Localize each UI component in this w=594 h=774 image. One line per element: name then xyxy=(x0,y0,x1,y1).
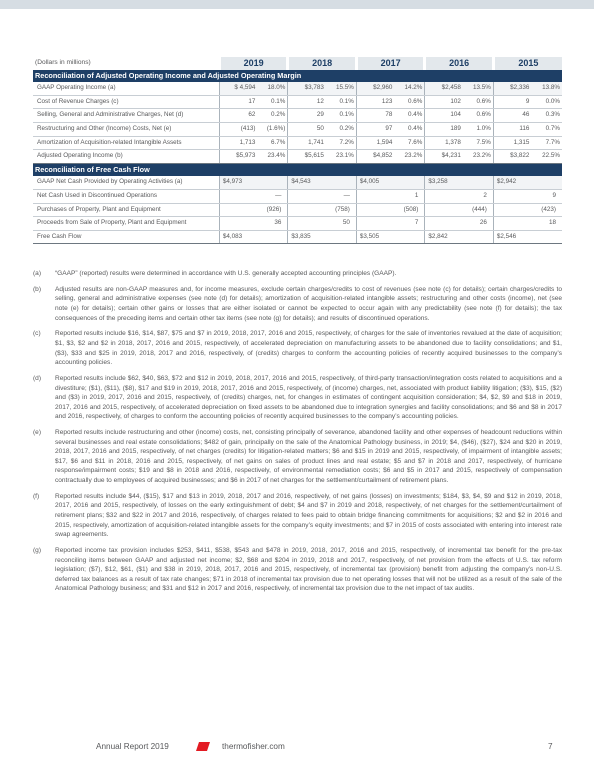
row-label: Net Cash Used in Discontinued Operations xyxy=(33,189,219,203)
percent-cell: 6.7% xyxy=(257,136,287,150)
amount-cell: $ 4,594 xyxy=(219,82,257,95)
page-footer xyxy=(0,740,594,754)
amount-cell: 97 xyxy=(356,122,394,136)
percent-cell: 13.5% xyxy=(463,82,493,95)
percent-cell: 18.0% xyxy=(257,82,287,95)
percent-cell: 15.5% xyxy=(326,82,356,95)
table-row xyxy=(33,95,562,109)
table-row xyxy=(33,189,562,203)
amount-cell: $3,783 xyxy=(288,82,326,95)
amount-cell: (926) xyxy=(219,203,288,217)
total-row-free-cash-flow xyxy=(33,230,562,244)
footnote-text: Adjusted results are non-GAAP measures and, for income measures, exclude certain charges/credits to cost of revenues (see note (c) for details); certain charges/credits to selling, general and administrative expenses (see note (d) for details); amortization of acquisition-related intangible assets; restructuring and other costs (income), net (see note (e) for details); certain other gains or losses that are either isolated or cannot be expected to occur again with any predictability (see note (f) for details); the tax consequences of the preceding items and certain other tax items (see note (g) for details); and results of discontinued operations. xyxy=(55,285,562,322)
section-title: Reconciliation of Free Cash Flow xyxy=(33,163,562,176)
amount-cell: 1,741 xyxy=(288,136,326,150)
amount-cell: 29 xyxy=(288,109,326,123)
amount-cell: $3,258 xyxy=(425,176,494,189)
percent-cell: 7.5% xyxy=(463,136,493,150)
percent-cell: 7.6% xyxy=(394,136,424,150)
amount-cell: $2,546 xyxy=(493,230,562,244)
percent-cell: 0.4% xyxy=(394,109,424,123)
financial-table xyxy=(33,57,562,244)
percent-cell: 0.6% xyxy=(394,95,424,109)
amount-cell: 189 xyxy=(425,122,463,136)
footnote-letter: (b) xyxy=(33,285,42,293)
row-label: Proceeds from Sale of Property, Plant and Equipment xyxy=(33,217,219,231)
amount-cell: $4,543 xyxy=(288,176,357,189)
footnote xyxy=(33,492,562,540)
row-label: Restructuring and Other (Income) Costs, Net (e) xyxy=(33,122,219,136)
amount-cell: 46 xyxy=(493,109,531,123)
amount-cell: 7 xyxy=(356,217,425,231)
amount-cell: $2,842 xyxy=(425,230,494,244)
row-label: Selling, General and Administrative Charges, Net (d) xyxy=(33,109,219,123)
amount-cell: (758) xyxy=(288,203,357,217)
amount-cell: 9 xyxy=(493,95,531,109)
section-title: Reconciliation of Adjusted Operating Income and Adjusted Operating Margin xyxy=(33,70,562,83)
amount-cell: (508) xyxy=(356,203,425,217)
amount-cell: 1,378 xyxy=(425,136,463,150)
row-label: Free Cash Flow xyxy=(33,230,219,244)
year-header: 2015 xyxy=(493,57,562,70)
amount-cell: $2,458 xyxy=(425,82,463,95)
year-header-row xyxy=(33,57,562,70)
amount-cell: (444) xyxy=(425,203,494,217)
top-bar xyxy=(0,0,594,9)
percent-cell: 13.8% xyxy=(531,82,562,95)
percent-cell: 1.0% xyxy=(463,122,493,136)
footnote-letter: (a) xyxy=(33,270,42,277)
footnote xyxy=(33,546,562,594)
footnote xyxy=(33,285,562,323)
percent-cell: 23.2% xyxy=(394,150,424,164)
table-row xyxy=(33,136,562,150)
footnote xyxy=(33,269,562,279)
amount-cell: $3,835 xyxy=(288,230,357,244)
amount-cell: 9 xyxy=(493,189,562,203)
amount-cell: 17 xyxy=(219,95,257,109)
amount-cell: 36 xyxy=(219,217,288,231)
percent-cell: 0.1% xyxy=(326,109,356,123)
footnote-text: Reported results include $16, $14, $87, $75 and $7 in 2019, 2018, 2017, 2016 and 2015, respectively, of charges for the sale of inventories revalued at the date of acquisition; $1, $3, $2 and $2 in 2018, 2017, 2016 and 2015, respectively, of accelerated depreciation on manufacturing assets to be abandoned due to facility consolidations; and $1, ($3), $33 and $25 in 2019, 2018, 2017 and 2016, respectively, of (credits) charges to conform the accounting policies of recently acquired businesses to the company’s accounting policies. xyxy=(55,330,562,367)
percent-cell: 0.7% xyxy=(531,122,562,136)
footnote-letter: (e) xyxy=(33,429,42,437)
table-row xyxy=(33,122,562,136)
section-header-free-cash-flow xyxy=(33,163,562,176)
amount-cell: $5,973 xyxy=(219,150,257,164)
table-row xyxy=(33,176,562,189)
amount-cell: 116 xyxy=(493,122,531,136)
percent-cell: 0.6% xyxy=(463,95,493,109)
website-link[interactable]: thermofisher.com xyxy=(222,742,285,751)
amount-cell: $4,083 xyxy=(219,230,288,244)
row-label: Amortization of Acquisition-related Intangible Assets xyxy=(33,136,219,150)
year-header: 2019 xyxy=(219,57,288,70)
amount-cell: 104 xyxy=(425,109,463,123)
footnote-text: “GAAP” (reported) results were determined in accordance with U.S. generally accepted accounting principles (GAAP). xyxy=(55,270,397,277)
amount-cell: 1,315 xyxy=(493,136,531,150)
year-header: 2016 xyxy=(425,57,494,70)
amount-cell: 102 xyxy=(425,95,463,109)
amount-cell: 50 xyxy=(288,122,326,136)
footnote xyxy=(33,428,562,486)
row-label: Purchases of Property, Plant and Equipment xyxy=(33,203,219,217)
percent-cell: 0.3% xyxy=(531,109,562,123)
amount-cell: 62 xyxy=(219,109,257,123)
footnote-text: Reported results include $62, $40, $63, $72 and $12 in 2019, 2018, 2017, 2016 and 2015, respectively, of third-party transaction/integration costs related to acquisitions and a divestiture; ($1), ($11), ($8), $17 and $19 in 2019, 2018, 2017, 2016 and 2015, respectively, of (income) charges, net, associated with product liability litigation; ($3), $15, ($2) and ($3) in 2019, 2017, 2016 and 2015, respectively, of (credits) charges, net, for changes in estimates of contingent acquisition consideration; $4, $2, $9 and $18 in 2019, 2017, 2016 and 2015, respectively, of accelerated depreciation on fixed assets to be abandoned due to integration synergies and facility consolidations; and $6 and $8 in 2017 and 2016, respectively, of charges to conform the accounting policies of recently acquired businesses to the company’s accounting policies. xyxy=(55,374,562,421)
percent-cell: 0.0% xyxy=(531,95,562,109)
amount-cell: $5,615 xyxy=(288,150,326,164)
percent-cell: 0.2% xyxy=(326,122,356,136)
percent-cell: 0.1% xyxy=(326,95,356,109)
footnote-letter: (g) xyxy=(33,546,42,554)
row-label: Cost of Revenue Charges (c) xyxy=(33,95,219,109)
percent-cell: (1.6%) xyxy=(257,122,287,136)
table-row xyxy=(33,82,562,95)
amount-cell: $2,336 xyxy=(493,82,531,95)
amount-cell: 1,594 xyxy=(356,136,394,150)
units-label: (Dollars in millions) xyxy=(35,59,91,66)
percent-cell: 14.2% xyxy=(394,82,424,95)
footnote-letter: (c) xyxy=(33,330,41,338)
amount-cell: 18 xyxy=(493,217,562,231)
percent-cell: 23.1% xyxy=(326,150,356,164)
percent-cell: 23.2% xyxy=(463,150,493,164)
amount-cell: 26 xyxy=(425,217,494,231)
footnote xyxy=(33,329,562,367)
amount-cell: $4,973 xyxy=(219,176,288,189)
year-header: 2017 xyxy=(356,57,425,70)
amount-cell: 1,713 xyxy=(219,136,257,150)
table-row xyxy=(33,217,562,231)
percent-cell: 7.2% xyxy=(326,136,356,150)
amount-cell: $2,942 xyxy=(493,176,562,189)
percent-cell: 0.2% xyxy=(257,109,287,123)
row-label: GAAP Net Cash Provided by Operating Activities (a) xyxy=(33,176,219,189)
percent-cell: 0.4% xyxy=(394,122,424,136)
footnote-text: Reported results include restructuring and other (income) costs, net, consisting principally of severance, abandoned facility and other expenses of headcount reductions within several businesses and real estate consolidations; $482 of gain, principally on the sale of the Anatomical Pathology business, in 2019; $4, ($46), ($27), $24 and $20 in 2019, 2018, 2017, 2016 and 2015, respectively, of net charges (credits) for litigation-related matters; $6 and $15 in 2019 and 2015, respectively, of impairment of intangible assets; $17, $6 and $11 in 2018, 2016 and 2015, respectively, of net gains on sales of product lines and real estate; $5 and $7 in 2018 and 2017, respectively, of hurricane response/impairment costs; $19 and $8 in 2018 and 2016, respectively, of environmental remediation costs; $6 and $5 in 2017 and 2015, respectively of compensation contractually due to employees of acquired businesses; and $6 in 2017 of net charges for the settlement/curtailment of retirement plans. xyxy=(55,429,562,485)
percent-cell: 22.5% xyxy=(531,150,562,164)
amount-cell: — xyxy=(219,189,288,203)
percent-cell: 0.1% xyxy=(257,95,287,109)
amount-cell: 1 xyxy=(356,189,425,203)
amount-cell: $4,852 xyxy=(356,150,394,164)
year-header: 2018 xyxy=(288,57,357,70)
footnote xyxy=(33,374,562,422)
amount-cell: 123 xyxy=(356,95,394,109)
amount-cell: $4,005 xyxy=(356,176,425,189)
page-number: 7 xyxy=(548,742,553,751)
amount-cell: (423) xyxy=(493,203,562,217)
table-row xyxy=(33,109,562,123)
row-label: GAAP Operating Income (a) xyxy=(33,82,219,95)
row-label: Adjusted Operating Income (b) xyxy=(33,150,219,164)
footnote-text: Reported results include $44, ($15), $17 and $13 in 2019, 2018, 2017 and 2016, respectively, of net gains (losses) on investments; $184, $3, $4, $9 and $12 in 2019, 2018, 2017, 2016 and 2015, respectively, of losses on the early extinguishment of debt; $4 and $7 in 2019 and 2018, respectively, of net charges for the settlement/curtailment of retirement plans; $32 and $22 in 2017 and 2016, respectively, of charges related to fees paid to obtain bridge financing commitments for acquisitions; $2 and $2 in 2016 and 2015, respectively, amortization of acquisition-related intangible assets for the company’s equity investments; and $7 in 2015 of costs associated with entering into interest rate swap agreements. xyxy=(55,492,562,539)
amount-cell: — xyxy=(288,189,357,203)
total-row-adjusted-operating-income xyxy=(33,150,562,164)
amount-cell: 12 xyxy=(288,95,326,109)
section-header-operating-income xyxy=(33,70,562,83)
amount-cell: 78 xyxy=(356,109,394,123)
footnote-text: Reported income tax provision includes $253, $411, $538, $543 and $478 in 2019, 2018, 2017, 2016 and 2015, respectively, of incremental tax benefit for the pre-tax reconciling items between GAAP and adjusted net income; $2, $68 and $204 in 2019, 2018 and 2017, respectively, of net provision from the effects of U.S. tax reform legislation; ($7), $12, $61, ($1) and $38 in 2019, 2018, 2017, 2016 and 2015, respectively, of incremental tax (provision) benefit from adjusting the company’s non-U.S. deferred tax balances as a result of tax rate changes; $71 in 2018 of incremental tax provision due to net operating losses that will not be utilized as a result of the sale of the Anatomical Pathology business; and $31 and $12 in 2017 and 2016, respectively, of incremental tax provision due to the net impact of tax audits. xyxy=(55,546,562,593)
thermo-fisher-logo-icon xyxy=(196,742,210,751)
footnote-letter: (f) xyxy=(33,492,40,500)
amount-cell: $2,960 xyxy=(356,82,394,95)
percent-cell: 23.4% xyxy=(257,150,287,164)
footnotes xyxy=(33,269,562,600)
percent-cell: 7.7% xyxy=(531,136,562,150)
amount-cell: $3,822 xyxy=(493,150,531,164)
report-title: Annual Report 2019 xyxy=(96,742,169,751)
amount-cell: 2 xyxy=(425,189,494,203)
amount-cell: $4,231 xyxy=(425,150,463,164)
percent-cell: 0.6% xyxy=(463,109,493,123)
amount-cell: 50 xyxy=(288,217,357,231)
footnote-letter: (d) xyxy=(33,374,42,382)
table-row xyxy=(33,203,562,217)
amount-cell: (413) xyxy=(219,122,257,136)
amount-cell: $3,505 xyxy=(356,230,425,244)
